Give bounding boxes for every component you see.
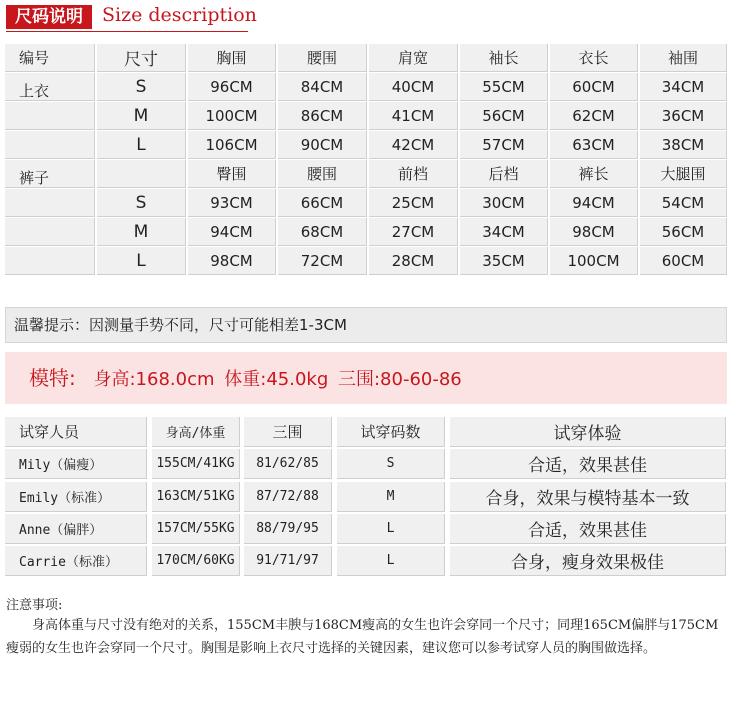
tryon-cell: Mily（偏瘦） [5,449,147,479]
section-tag: 尺码说明 [6,5,92,29]
size-cell: 56CM [640,218,727,246]
size-cell: 60CM [640,247,727,275]
size-cell [5,218,95,246]
size-header-cell: 编号 [5,44,95,72]
tryon-cell: 合身，瘦身效果极佳 [450,546,726,576]
tryon-cell: 87/72/88 [244,482,332,512]
model-weight: 体重:45.0kg [224,369,329,390]
size-cell: 68CM [278,218,367,246]
size-cell: 34CM [460,218,548,246]
size-cell: 62CM [550,102,638,130]
size-cell [97,160,186,188]
section-title: Size description [102,4,257,26]
tryon-cell: 合身，效果与模特基本一致 [450,482,726,512]
model-measurements: 三围:80-60-86 [337,369,462,390]
tryon-cell: L [337,546,445,576]
size-cell: S [97,189,186,217]
header [0,0,756,34]
size-cell: 裤子 [5,160,95,188]
size-cell: 106CM [188,131,276,159]
size-cell: 54CM [640,189,727,217]
tryon-cell: Anne（偏胖） [5,514,147,544]
size-cell: 86CM [278,102,367,130]
tryon-header-cell: 试穿体验 [450,417,726,447]
notes-title: 注意事项: [6,598,63,613]
size-cell: 66CM [278,189,367,217]
tryon-cell: 81/62/85 [244,449,332,479]
size-cell: 55CM [460,73,548,101]
size-header-cell: 腰围 [278,44,367,72]
size-cell: 94CM [550,189,638,217]
size-cell: L [97,247,186,275]
tryon-cell: 88/79/95 [244,514,332,544]
tryon-cell: M [337,482,445,512]
size-cell: 36CM [640,102,727,130]
measurement-tip: 温馨提示：因测量手势不同，尺寸可能相差1-3CM [5,307,727,343]
size-cell: 臀围 [188,160,276,188]
size-cell: 腰围 [278,160,367,188]
size-cell: 30CM [460,189,548,217]
size-cell: S [97,73,186,101]
size-cell: 上衣 [5,73,95,101]
size-cell: 25CM [369,189,458,217]
title-underline [6,31,248,32]
size-cell: 56CM [460,102,548,130]
size-cell: 42CM [369,131,458,159]
tryon-cell: Emily（标准） [5,482,147,512]
tryon-cell: 170CM/60KG [152,546,240,576]
size-cell: 93CM [188,189,276,217]
tryon-header-cell: 试穿码数 [337,417,445,447]
size-cell: 前档 [369,160,458,188]
size-cell: 27CM [369,218,458,246]
tryon-cell: 157CM/55KG [152,514,240,544]
tryon-header-cell: 三围 [244,417,332,447]
size-cell: 后档 [460,160,548,188]
size-cell: 60CM [550,73,638,101]
size-cell: 100CM [188,102,276,130]
size-cell: M [97,102,186,130]
model-info [5,352,727,404]
size-cell: 90CM [278,131,367,159]
size-header-cell: 袖长 [460,44,548,72]
size-cell: 84CM [278,73,367,101]
tryon-cell: 合适，效果甚佳 [450,449,726,479]
tryon-cell: L [337,514,445,544]
size-cell [5,247,95,275]
size-header-cell: 尺寸 [97,44,186,72]
size-cell [5,102,95,130]
tryon-cell: Carrie（标准） [5,546,147,576]
tryon-cell: 91/71/97 [244,546,332,576]
notes-body: 身高体重与尺寸没有绝对的关系，155CM丰腴与168CM瘦高的女生也许会穿同一个尺寸；同理165CM偏胖与175CM瘦弱的女生也许会穿同一个尺寸。胸围是影响上衣尺寸选择的关键因素，建议您可以参考试穿人员的胸围做选择。 [6,618,719,656]
tryon-header-cell: 身高/体重 [152,417,240,447]
size-cell [5,189,95,217]
size-cell: 28CM [369,247,458,275]
size-cell: 34CM [640,73,727,101]
size-cell: 63CM [550,131,638,159]
size-cell: 96CM [188,73,276,101]
size-cell: 98CM [550,218,638,246]
size-cell: M [97,218,186,246]
tryon-cell: S [337,449,445,479]
model-height: 身高:168.0cm [93,369,215,390]
size-cell: L [97,131,186,159]
model-label: 模特: [29,366,76,390]
tryon-cell: 155CM/41KG [152,449,240,479]
size-cell: 41CM [369,102,458,130]
size-header-cell: 袖围 [640,44,727,72]
size-cell: 94CM [188,218,276,246]
size-cell: 100CM [550,247,638,275]
size-cell: 57CM [460,131,548,159]
size-header-cell: 胸围 [188,44,276,72]
tryon-cell: 163CM/51KG [152,482,240,512]
tryon-cell: 合适，效果甚佳 [450,514,726,544]
tryon-header-cell: 试穿人员 [5,417,147,447]
size-cell: 裤长 [550,160,638,188]
size-cell: 72CM [278,247,367,275]
size-header-cell: 肩宽 [369,44,458,72]
size-header-cell: 衣长 [550,44,638,72]
size-cell: 大腿围 [640,160,727,188]
size-cell: 40CM [369,73,458,101]
size-cell: 38CM [640,131,727,159]
size-cell: 35CM [460,247,548,275]
size-cell: 98CM [188,247,276,275]
size-cell [5,131,95,159]
